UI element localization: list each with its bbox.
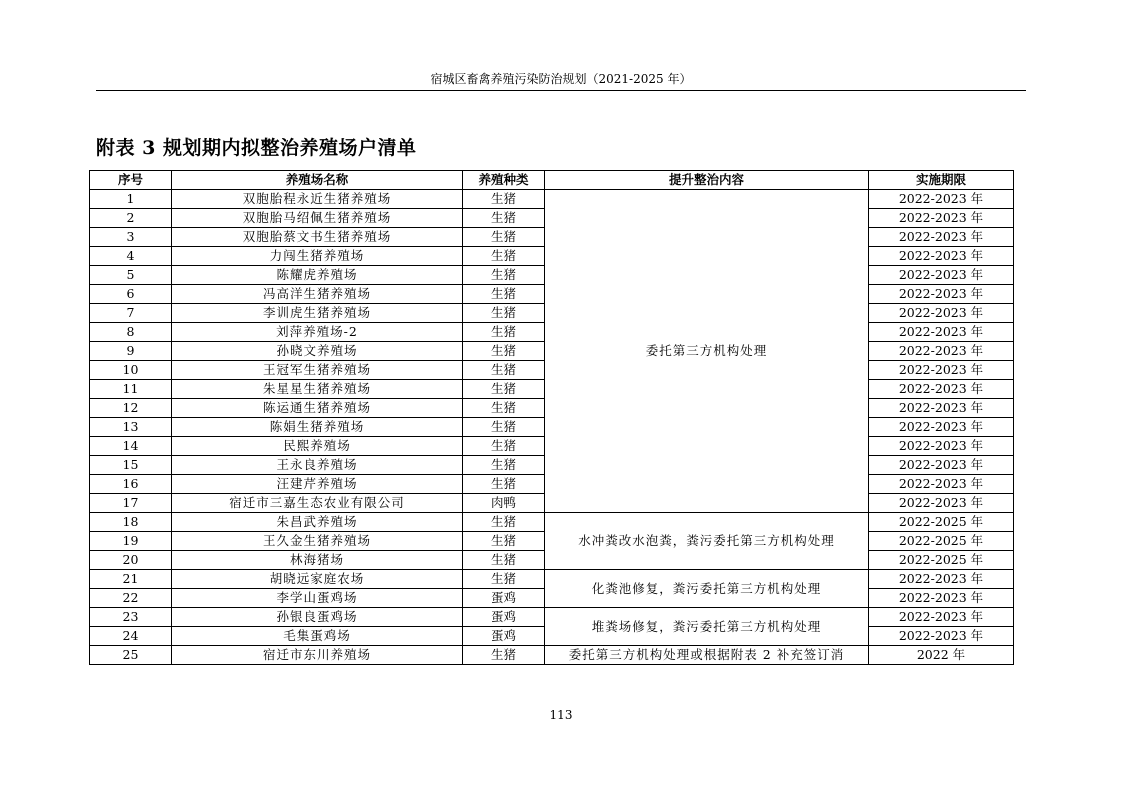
farm-name: 汪建芹养殖场 xyxy=(172,475,463,494)
table-row xyxy=(90,190,1014,209)
row-number: 11 xyxy=(90,380,172,399)
farm-name: 宿迁市东川养殖场 xyxy=(172,646,463,665)
row-number: 4 xyxy=(90,247,172,266)
farm-name: 朱昌武养殖场 xyxy=(172,513,463,532)
implementation-period: 2022-2023 年 xyxy=(869,456,1014,475)
row-number: 21 xyxy=(90,570,172,589)
farm-name: 双胞胎马绍佩生猪养殖场 xyxy=(172,209,463,228)
species: 生猪 xyxy=(463,475,545,494)
page-number: 113 xyxy=(549,708,573,722)
table-row xyxy=(90,513,1014,532)
species: 蛋鸡 xyxy=(463,627,545,646)
species: 生猪 xyxy=(463,285,545,304)
column-header-farm-name: 养殖场名称 xyxy=(172,171,463,190)
implementation-period: 2022-2023 年 xyxy=(869,399,1014,418)
species: 生猪 xyxy=(463,437,545,456)
farm-name: 双胞胎程永近生猪养殖场 xyxy=(172,190,463,209)
row-number: 17 xyxy=(90,494,172,513)
implementation-period: 2022-2023 年 xyxy=(869,361,1014,380)
farm-name: 林海猪场 xyxy=(172,551,463,570)
row-number: 18 xyxy=(90,513,172,532)
species: 生猪 xyxy=(463,342,545,361)
species: 生猪 xyxy=(463,646,545,665)
species: 生猪 xyxy=(463,361,545,380)
implementation-period: 2022-2023 年 xyxy=(869,304,1014,323)
species: 生猪 xyxy=(463,532,545,551)
row-number: 16 xyxy=(90,475,172,494)
document-title: 附表 3 规划期内拟整治养殖场户清单 xyxy=(96,137,417,159)
farm-name: 朱星星生猪养殖场 xyxy=(172,380,463,399)
row-number: 25 xyxy=(90,646,172,665)
row-number: 7 xyxy=(90,304,172,323)
implementation-period: 2022-2023 年 xyxy=(869,209,1014,228)
species: 生猪 xyxy=(463,418,545,437)
row-number: 2 xyxy=(90,209,172,228)
row-number: 22 xyxy=(90,589,172,608)
rectification-measure: 水冲粪改水泡粪，粪污委托第三方机构处理 xyxy=(545,513,869,570)
row-number: 24 xyxy=(90,627,172,646)
table-row xyxy=(90,646,1014,665)
farm-name: 陈运通生猪养殖场 xyxy=(172,399,463,418)
farm-name: 毛集蛋鸡场 xyxy=(172,627,463,646)
implementation-period: 2022-2023 年 xyxy=(869,266,1014,285)
species: 生猪 xyxy=(463,323,545,342)
implementation-period: 2022-2023 年 xyxy=(869,380,1014,399)
row-number: 14 xyxy=(90,437,172,456)
implementation-period: 2022-2023 年 xyxy=(869,494,1014,513)
row-number: 19 xyxy=(90,532,172,551)
implementation-period: 2022-2025 年 xyxy=(869,551,1014,570)
implementation-period: 2022-2023 年 xyxy=(869,608,1014,627)
species: 生猪 xyxy=(463,513,545,532)
table-row xyxy=(90,608,1014,627)
farm-name: 刘萍养殖场-2 xyxy=(172,323,463,342)
species: 生猪 xyxy=(463,380,545,399)
implementation-period: 2022-2023 年 xyxy=(869,342,1014,361)
row-number: 6 xyxy=(90,285,172,304)
implementation-period: 2022-2023 年 xyxy=(869,627,1014,646)
implementation-period: 2022-2023 年 xyxy=(869,190,1014,209)
species: 生猪 xyxy=(463,399,545,418)
farm-name: 王冠军生猪养殖场 xyxy=(172,361,463,380)
running-header: 宿城区畜禽养殖污染防治规划（2021-2025 年） xyxy=(430,72,692,86)
table-body xyxy=(90,190,1014,665)
farm-name: 胡晓远家庭农场 xyxy=(172,570,463,589)
row-number: 3 xyxy=(90,228,172,247)
row-number: 1 xyxy=(90,190,172,209)
row-number: 12 xyxy=(90,399,172,418)
header-rule xyxy=(96,90,1026,91)
rectification-measure: 委托第三方机构处理或根据附表 2 补充签订消 xyxy=(545,646,869,665)
implementation-period: 2022-2023 年 xyxy=(869,437,1014,456)
species: 生猪 xyxy=(463,247,545,266)
species: 生猪 xyxy=(463,304,545,323)
species: 蛋鸡 xyxy=(463,589,545,608)
column-header-species: 养殖种类 xyxy=(463,171,545,190)
row-number: 23 xyxy=(90,608,172,627)
species: 生猪 xyxy=(463,456,545,475)
column-header-number: 序号 xyxy=(90,171,172,190)
implementation-period: 2022-2023 年 xyxy=(869,475,1014,494)
farm-name: 宿迁市三嘉生态农业有限公司 xyxy=(172,494,463,513)
farm-name: 李学山蛋鸡场 xyxy=(172,589,463,608)
farm-name: 孙晓文养殖场 xyxy=(172,342,463,361)
species: 生猪 xyxy=(463,570,545,589)
species: 生猪 xyxy=(463,551,545,570)
implementation-period: 2022-2025 年 xyxy=(869,532,1014,551)
implementation-period: 2022-2023 年 xyxy=(869,570,1014,589)
rectification-measure: 化粪池修复，粪污委托第三方机构处理 xyxy=(545,570,869,608)
farm-name: 王永良养殖场 xyxy=(172,456,463,475)
row-number: 15 xyxy=(90,456,172,475)
implementation-period: 2022-2023 年 xyxy=(869,589,1014,608)
farm-name: 冯高洋生猪养殖场 xyxy=(172,285,463,304)
row-number: 10 xyxy=(90,361,172,380)
row-number: 20 xyxy=(90,551,172,570)
column-header-period: 实施期限 xyxy=(869,171,1014,190)
implementation-period: 2022-2023 年 xyxy=(869,323,1014,342)
table-row xyxy=(90,570,1014,589)
rectification-measure: 委托第三方机构处理 xyxy=(545,190,869,513)
row-number: 8 xyxy=(90,323,172,342)
implementation-period: 2022-2023 年 xyxy=(869,285,1014,304)
farm-name: 陈耀虎养殖场 xyxy=(172,266,463,285)
farm-name: 孙银良蛋鸡场 xyxy=(172,608,463,627)
implementation-period: 2022-2023 年 xyxy=(869,228,1014,247)
row-number: 5 xyxy=(90,266,172,285)
rectification-table xyxy=(89,170,1014,665)
species: 肉鸭 xyxy=(463,494,545,513)
rectification-measure: 堆粪场修复，粪污委托第三方机构处理 xyxy=(545,608,869,646)
farm-name: 民熙养殖场 xyxy=(172,437,463,456)
row-number: 13 xyxy=(90,418,172,437)
species: 生猪 xyxy=(463,228,545,247)
implementation-period: 2022-2023 年 xyxy=(869,247,1014,266)
implementation-period: 2022 年 xyxy=(869,646,1014,665)
implementation-period: 2022-2025 年 xyxy=(869,513,1014,532)
farm-name: 陈娟生猪养殖场 xyxy=(172,418,463,437)
species: 生猪 xyxy=(463,209,545,228)
farm-name: 李训虎生猪养殖场 xyxy=(172,304,463,323)
species: 生猪 xyxy=(463,266,545,285)
table-header-row xyxy=(90,171,1014,190)
farm-name: 力闯生猪养殖场 xyxy=(172,247,463,266)
row-number: 9 xyxy=(90,342,172,361)
species: 生猪 xyxy=(463,190,545,209)
farm-name: 王久金生猪养殖场 xyxy=(172,532,463,551)
farm-name: 双胞胎蔡文书生猪养殖场 xyxy=(172,228,463,247)
species: 蛋鸡 xyxy=(463,608,545,627)
implementation-period: 2022-2023 年 xyxy=(869,418,1014,437)
column-header-measures: 提升整治内容 xyxy=(545,171,869,190)
